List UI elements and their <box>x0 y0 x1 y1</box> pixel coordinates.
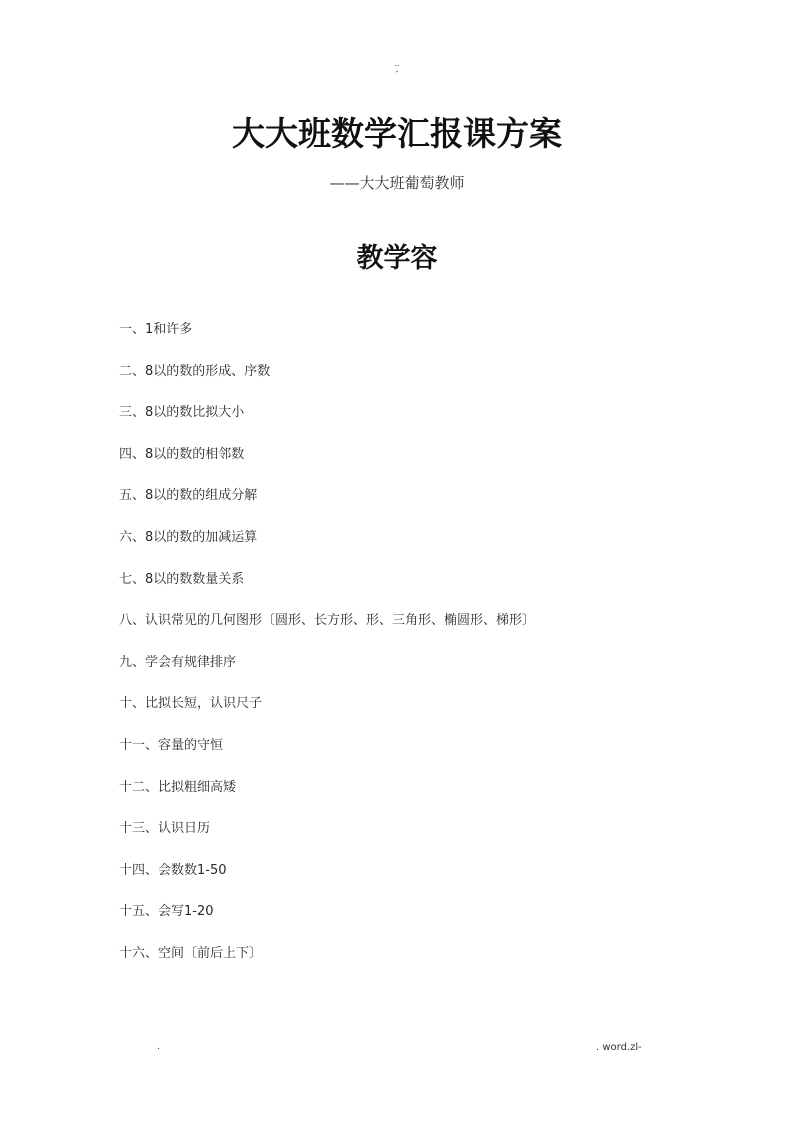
list-item: 七、8以的数数量关系 <box>119 571 245 587</box>
document-subtitle: ——大大班葡萄教师 <box>329 174 465 192</box>
list-item: 三、8以的数比拟大小 <box>119 405 245 421</box>
header-mark-dots: .. <box>394 59 400 68</box>
list-item: 四、8以的数的相邻数 <box>119 446 245 462</box>
list-item: 五、8以的数的组成分解 <box>119 488 258 504</box>
list-item: 十五、会写1-20 <box>119 904 214 920</box>
header-mark <box>0 60 794 76</box>
list-item: 十四、会数数1-50 <box>119 862 227 878</box>
list-item: 十六、空间〔前后上下〕 <box>119 945 263 961</box>
list-item: 一、1和许多 <box>119 322 193 337</box>
header-mark-dash: - <box>395 67 399 76</box>
list-item: 十三、认识日历 <box>119 821 211 837</box>
list-item: 十一、容量的守恒 <box>119 737 224 753</box>
footer-left: . <box>157 1042 160 1052</box>
list-item: 二、8以的数的形成、序数 <box>119 363 271 379</box>
document-title: 大大班数学汇报课方案 <box>232 114 562 153</box>
footer-right: . word.zl- <box>596 1042 642 1053</box>
section-heading: 教学容 <box>356 243 438 274</box>
list-item: 八、认识常见的几何图形〔圆形、长方形、形、三角形、椭圆形、梯形〕 <box>119 613 536 629</box>
list-item: 九、学会有规律排序 <box>119 654 237 670</box>
list-item: 六、8以的数的加减运算 <box>119 529 258 545</box>
list-item: 十、比拟长短，认识尺子 <box>119 696 263 712</box>
list-item: 十二、比拟粗细高矮 <box>119 779 237 795</box>
content-list <box>119 320 535 986</box>
